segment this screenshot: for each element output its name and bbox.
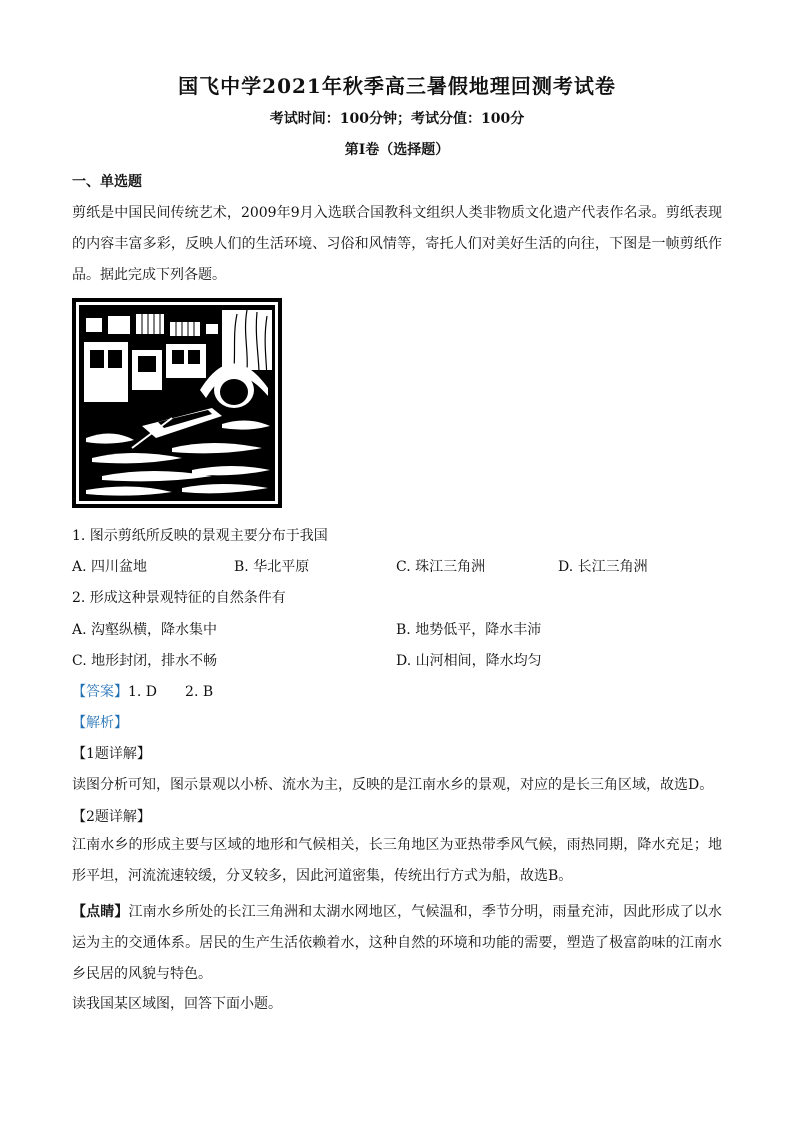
- answer-label: 【答案】: [72, 684, 128, 700]
- answer-value: 1. D 2. B: [128, 684, 214, 700]
- page-title: 国飞中学2021年秋季高三暑假地理回测考试卷: [178, 74, 616, 98]
- note-text: 江南水乡所处的长江三角洲和太湖水网地区，气候温和，季节分明，雨量充沛，因此形成了以水运为主的交通体系。居民的生产生活依赖着水，这种自然的环境和功能的需要，塑造了极富韵味的江南水乡民居的风貌与特色。: [72, 904, 723, 982]
- question-2-option-b: B. 地势低平，降水丰沛: [396, 622, 542, 638]
- section-heading: 一、单选题: [72, 174, 142, 190]
- question-1-option-d: D. 长江三角洲: [558, 559, 648, 575]
- question-1-stem: 1. 图示剪纸所反映的景观主要分布于我国: [72, 528, 328, 544]
- next-question-intro: 读我国某区域图，回答下面小题。: [72, 996, 282, 1012]
- question-1-option-b: B. 华北平原: [234, 559, 310, 575]
- question-2-stem: 2. 形成这种景观特征的自然条件有: [72, 590, 286, 606]
- detail-1-text: 读图分析可知，图示景观以小桥、流水为主，反映的是江南水乡的景观，对应的是长三角区域，故选D。: [72, 777, 714, 793]
- detail-2-label: 【2题详解】: [72, 809, 151, 825]
- question-1-option-c: C. 珠江三角洲: [396, 559, 486, 575]
- note-label: 【点睛】: [72, 904, 129, 920]
- papercut-water-town-image: [72, 298, 282, 508]
- question-2-option-a: A. 沟壑纵横，降水集中: [72, 622, 218, 638]
- question-2-option-d: D. 山河相间，降水均匀: [396, 653, 542, 669]
- analysis-label: 【解析】: [72, 715, 128, 731]
- detail-2-text: 江南水乡的形成主要与区域的地形和气候相关，长三角地区为亚热带季风气候，雨热同期，降水充足；地形平坦，河流流速较缓，分叉较多，因此河道密集，传统出行方式为船，故选B。: [72, 837, 722, 884]
- papercut-illustration: [72, 298, 282, 508]
- intro-paragraph: 剪纸是中国民间传统艺术，2009年9月入选联合国教科文组织人类非物质文化遗产代表作名录。剪纸表现的内容丰富多彩，反映人们的生活环境、习俗和风情等，寄托人们对美好生活的向往，下图是一帧剪纸作品。据此完成下列各题。: [72, 205, 722, 283]
- answer-line: [72, 681, 213, 701]
- question-2-option-c: C. 地形封闭，排水不畅: [72, 653, 218, 669]
- volume-heading: 第I卷（选择题）: [344, 142, 450, 158]
- note-paragraph: [72, 897, 722, 990]
- detail-1-label: 【1题详解】: [72, 746, 151, 762]
- question-1-option-a: A. 四川盆地: [72, 559, 148, 575]
- exam-info: 考试时间：100分钟；考试分值：100分: [269, 111, 525, 127]
